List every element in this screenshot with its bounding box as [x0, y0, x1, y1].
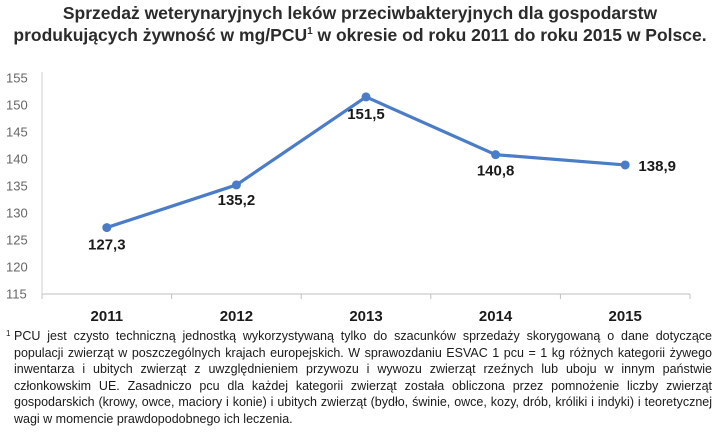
- data-label: 135,2: [217, 191, 256, 209]
- data-point: [232, 180, 241, 189]
- chart-title-line2-start: produkujących żywność w mg/PCU: [13, 25, 308, 45]
- data-point: [102, 223, 111, 232]
- y-tick-label: 125: [6, 232, 28, 248]
- x-tick-label: 2013: [349, 308, 383, 325]
- footnote: 1 PCU jest czysto techniczną jednostką wykorzystywaną tylko do szacunków sprzedaży skorygowaną o dane dotyczące populacji zwierząt w poszczególnych krajach europejskich. W sprawozdaniu ESVAC 1 pcu = 1 kg różnych kategorii żywego inwentarza i ubitych zwierząt z uwzględnieniem przywozu i wywozu zwierząt rzeźnych lub uboju w innym państwie członkowskim UE. Zasadniczo pcu dla każdej kategorii zwierząt została obliczona przez pomnożenie liczby zwierząt gospodarskich (krowy, owce, maciory i konie) i ubitych zwierząt (bydło, świnie, owce, kozy, drób, króliki i indyki) i teoretycznej wagi w momencie prawdopodobnego ich leczenia.: [6, 329, 712, 426]
- y-tick-label: 130: [6, 205, 28, 221]
- x-tick-label: 2012: [219, 308, 254, 325]
- data-label: 138,9: [638, 157, 676, 175]
- y-tick-label: 145: [6, 124, 28, 140]
- footnote-text: PCU jest czysto techniczną jednostką wykorzystywaną tylko do szacunków sprzedaży skorygowaną o dane dotyczące populacji zwierząt w poszczególnych krajach europejskich. W sprawozdaniu ESVAC 1 pcu = 1 kg różnych kategorii żywego inwentarza i ubitych zwierząt z uwzględnieniem przywozu i wywozu zwierząt rzeźnych lub uboju w innym państwie członkowskim UE. Zasadniczo pcu dla każdej kategorii zwierząt została obliczona przez pomnożenie liczby zwierząt gospodarskich (krowy, owce, maciory i konie) i ubitych zwierząt (bydło, świnie, owce, kozy, drób, króliki i indyki) i teoretycznej wagi w momencie prawdopodobnego ich leczenia.: [14, 329, 712, 426]
- x-tick-label: 2014: [478, 308, 513, 325]
- data-point: [491, 150, 500, 159]
- y-tick-label: 120: [6, 259, 28, 275]
- chart-title-line2-end: w okresie od roku 2011 do roku 2015 w Polsce.: [312, 25, 707, 45]
- y-tick-label: 115: [6, 286, 27, 302]
- data-point: [362, 92, 371, 101]
- y-tick-label: 140: [6, 151, 28, 167]
- y-axis: [6, 71, 42, 302]
- data-label: 127,3: [88, 236, 126, 254]
- data-label: 140,8: [476, 162, 515, 180]
- data-label: 151,5: [347, 105, 385, 123]
- x-tick-label: 2015: [608, 308, 642, 325]
- x-axis: [42, 294, 690, 325]
- y-tick-label: 135: [6, 178, 28, 194]
- y-tick-label: 150: [6, 97, 28, 113]
- y-tick-label: 155: [6, 70, 28, 86]
- chart-title-line1: Sprzedaż weterynaryjnych leków przeciwbakteryjnych dla gospodarstw: [62, 3, 658, 23]
- chart-title-superscript: 1: [307, 26, 313, 38]
- plot-area: [88, 92, 676, 253]
- data-point: [621, 160, 630, 169]
- x-tick-label: 2011: [90, 308, 124, 325]
